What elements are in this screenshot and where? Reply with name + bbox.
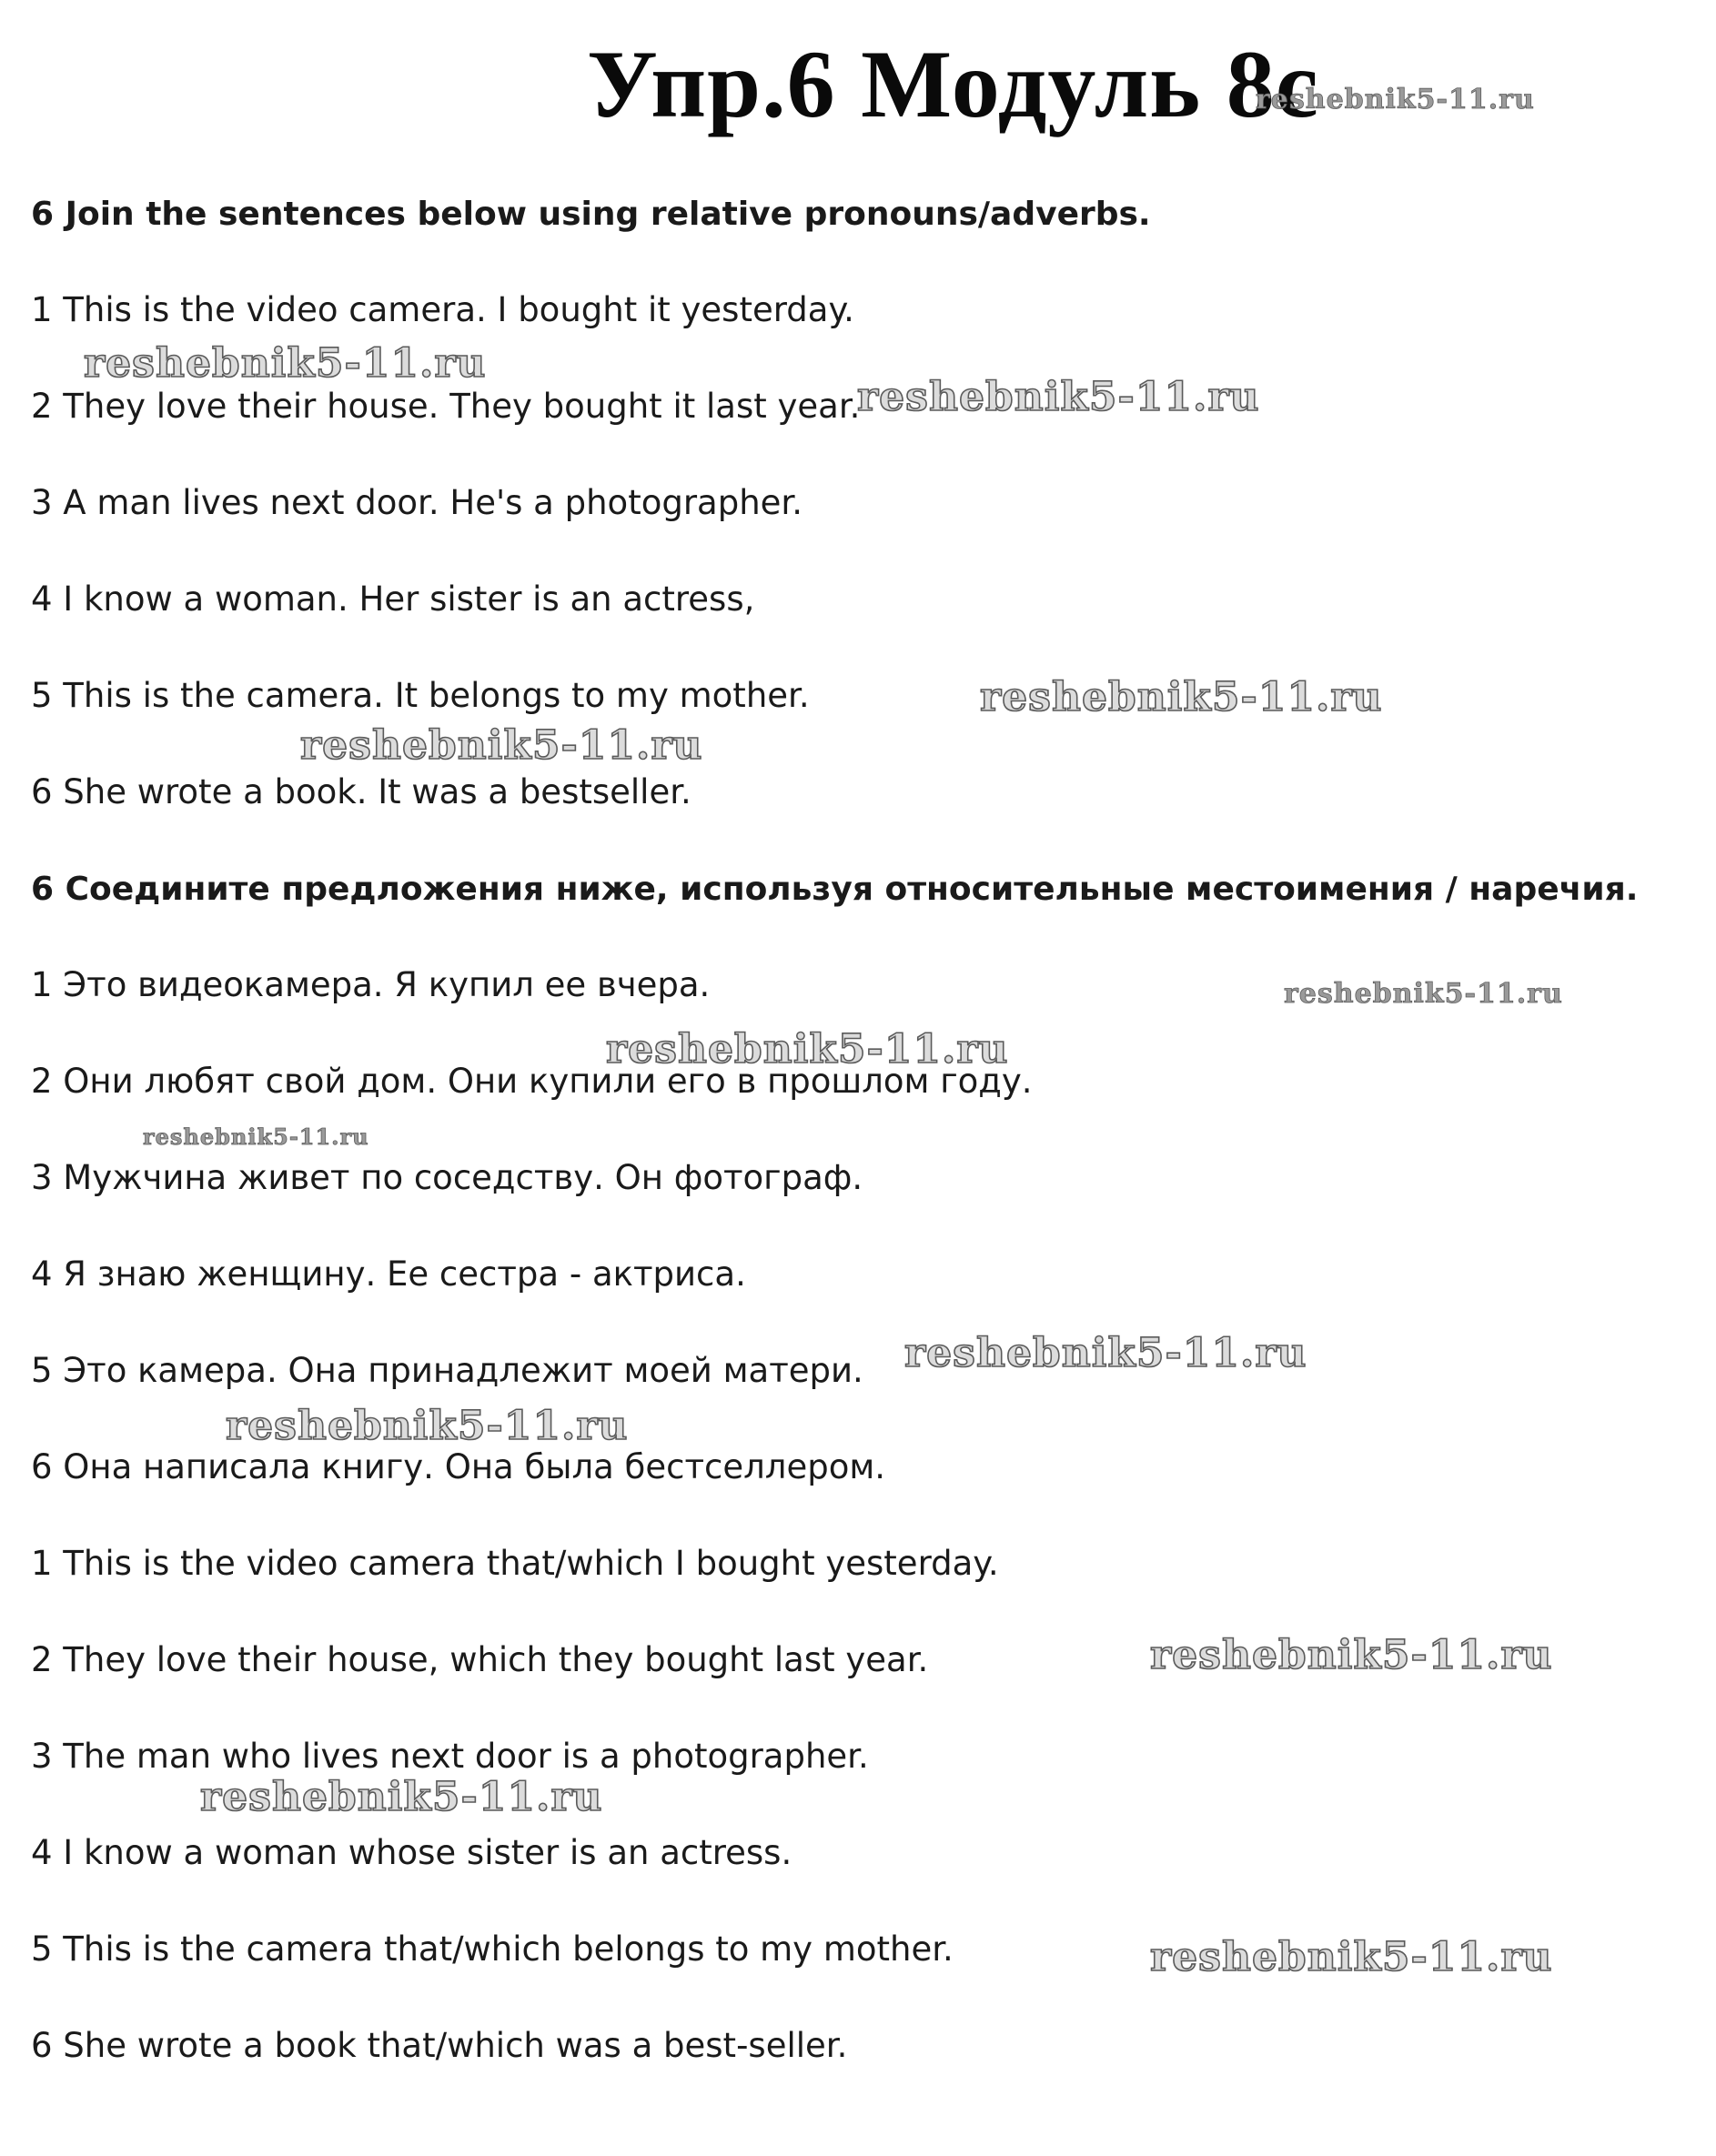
watermark: reshebnik5-11.ru	[84, 340, 487, 387]
english-item-2: 2 They love their house. They bought it last year.	[31, 387, 861, 426]
watermark: reshebnik5-11.ru	[1150, 1934, 1553, 1980]
russian-item-4: 4 Я знаю женщину. Ее сестра - актриса.	[31, 1254, 746, 1294]
russian-heading: 6 Соедините предложения ниже, используя относительные местоимения / наречия.	[31, 871, 1639, 908]
russian-item-5: 5 Это камера. Она принадлежит моей матери.	[31, 1351, 863, 1390]
watermark: reshebnik5-11.ru	[1284, 978, 1563, 1010]
answer-item-4: 4 I know a woman whose sister is an actress.	[31, 1833, 792, 1872]
english-item-3: 3 A man lives next door. He's a photographer.	[31, 483, 802, 522]
watermark: reshebnik5-11.ru	[1256, 84, 1535, 116]
english-item-1: 1 This is the video camera. I bought it yesterday.	[31, 290, 854, 329]
answer-item-6: 6 She wrote a book that/which was a best-seller.	[31, 2026, 848, 2065]
english-item-6: 6 She wrote a book. It was a bestseller.	[31, 772, 691, 811]
answer-item-1: 1 This is the video camera that/which I bought yesterday.	[31, 1544, 999, 1583]
watermark: reshebnik5-11.ru	[606, 1026, 1009, 1073]
russian-item-6: 6 Она написала книгу. Она была бестселлером.	[31, 1447, 886, 1486]
answer-item-2: 2 They love their house, which they bought last year.	[31, 1640, 929, 1679]
watermark: reshebnik5-11.ru	[200, 1774, 603, 1820]
russian-item-2: 2 Они любят свой дом. Они купили его в прошлом году.	[31, 1062, 1033, 1101]
russian-item-3: 3 Мужчина живет по соседству. Он фотограф.	[31, 1158, 863, 1197]
english-heading: 6 Join the sentences below using relative pronouns/adverbs.	[31, 196, 1151, 233]
watermark: reshebnik5-11.ru	[904, 1330, 1307, 1376]
russian-item-1: 1 Это видеокамера. Я купил ее вчера.	[31, 965, 711, 1004]
english-item-4: 4 I know a woman. Her sister is an actress,	[31, 579, 755, 619]
watermark: reshebnik5-11.ru	[1150, 1632, 1553, 1678]
watermark: reshebnik5-11.ru	[226, 1403, 629, 1449]
english-item-5: 5 This is the camera. It belongs to my mother.	[31, 676, 810, 715]
answer-item-5: 5 This is the camera that/which belongs to my mother.	[31, 1929, 954, 1969]
answer-item-3: 3 The man who lives next door is a photographer.	[31, 1737, 869, 1776]
watermark: reshebnik5-11.ru	[857, 374, 1260, 420]
watermark: reshebnik5-11.ru	[143, 1123, 369, 1150]
watermark: reshebnik5-11.ru	[980, 674, 1383, 720]
page-title: Упр.6 Модуль 8с	[587, 31, 1319, 137]
watermark: reshebnik5-11.ru	[300, 722, 703, 769]
